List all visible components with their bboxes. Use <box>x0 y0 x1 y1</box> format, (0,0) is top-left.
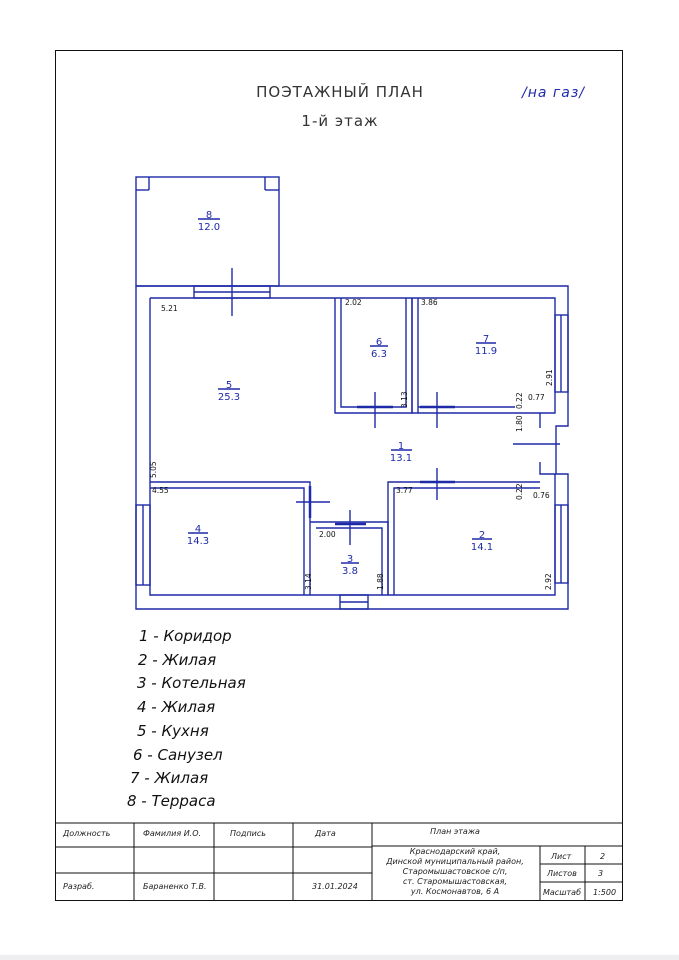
tb-col-name: Фамилия И.О. <box>143 829 202 838</box>
room6-area: 6.3 <box>371 349 387 360</box>
legend-item-4: 4 - Жилая <box>137 698 216 716</box>
tb-col-date: Дата <box>315 829 336 838</box>
gas-note: /на газ/ <box>522 85 585 101</box>
legend-item-6: 6 - Санузел <box>133 746 223 764</box>
tb-author: Бараненко Т.В. <box>143 882 207 891</box>
bottom-strip <box>0 955 679 960</box>
legend-item-3: 3 - Котельная <box>137 674 246 692</box>
tb-date: 31.01.2024 <box>312 882 358 891</box>
tb-address: Краснодарский край, Динской муниципальный район, Старомышастовское с/п, ст. Старомышастовская, ул. Космонавтов, 6 А <box>386 847 524 896</box>
floor-subtitle: 1-й этаж <box>301 112 379 130</box>
dim-2-92: 2.92 <box>544 573 553 590</box>
dim-2-91: 2.91 <box>545 369 554 386</box>
tb-sheets-label: Листов <box>547 869 577 878</box>
legend-item-2: 2 - Жилая <box>138 651 217 669</box>
room2-area: 14.1 <box>470 542 494 553</box>
room4-area: 14.3 <box>186 536 210 547</box>
dim-3-77: 3.77 <box>396 486 413 495</box>
dim-3-13: 3.13 <box>400 391 409 408</box>
tb-role: Разраб. <box>63 882 95 891</box>
room7-number: 7 <box>482 334 490 345</box>
dim-5-21: 5.21 <box>161 304 178 313</box>
tb-col-signature: Подпись <box>230 829 266 838</box>
legend-item-5: 5 - Кухня <box>137 722 209 740</box>
room8-area: 12.0 <box>197 222 221 233</box>
room5-area: 25.3 <box>217 392 241 403</box>
legend-item-8: 8 - Терраса <box>127 792 216 810</box>
room4-walls <box>150 482 310 595</box>
room7-area: 11.9 <box>474 346 498 357</box>
dim-1-88: 1.88 <box>376 573 385 590</box>
room1-number: 1 <box>397 441 405 452</box>
tb-scale-label: Масштаб <box>543 888 582 897</box>
legend-item-1: 1 - Коридор <box>139 627 232 645</box>
dim-5-05: 5.05 <box>149 461 158 478</box>
dim-2-00: 2.00 <box>319 530 336 539</box>
room2-number: 2 <box>478 530 486 541</box>
tb-col-position: Должность <box>63 829 111 838</box>
dim-0-22-top: 0.22 <box>515 392 524 409</box>
dim-3-14: 3.14 <box>304 573 313 590</box>
room3-number: 3 <box>346 554 354 565</box>
tb-sheet-value: 2 <box>600 852 606 861</box>
dim-0-76: 0.76 <box>533 491 550 500</box>
dim-0-22-bottom: 0.22 <box>515 483 524 500</box>
dim-3-86: 3.86 <box>421 298 438 307</box>
room6-number: 6 <box>375 337 383 348</box>
room1-area: 13.1 <box>389 453 413 464</box>
room8-number: 8 <box>205 210 213 221</box>
dim-4-55: 4.55 <box>152 486 169 495</box>
room3-area: 3.8 <box>342 566 358 577</box>
tb-sheets-value: 3 <box>598 869 604 878</box>
room5-number: 5 <box>225 380 233 391</box>
plan-title: ПОЭТАЖНЫЙ ПЛАН <box>256 83 424 101</box>
dim-2-02: 2.02 <box>345 298 362 307</box>
dim-0-77: 0.77 <box>528 393 545 402</box>
dim-1-80: 1.80 <box>515 415 524 432</box>
legend-item-7: 7 - Жилая <box>130 769 209 787</box>
tb-doc-title: План этажа <box>430 827 480 836</box>
tb-scale-value: 1:500 <box>593 888 617 897</box>
room4-number: 4 <box>194 524 202 535</box>
tb-sheet-label: Лист <box>551 852 572 861</box>
